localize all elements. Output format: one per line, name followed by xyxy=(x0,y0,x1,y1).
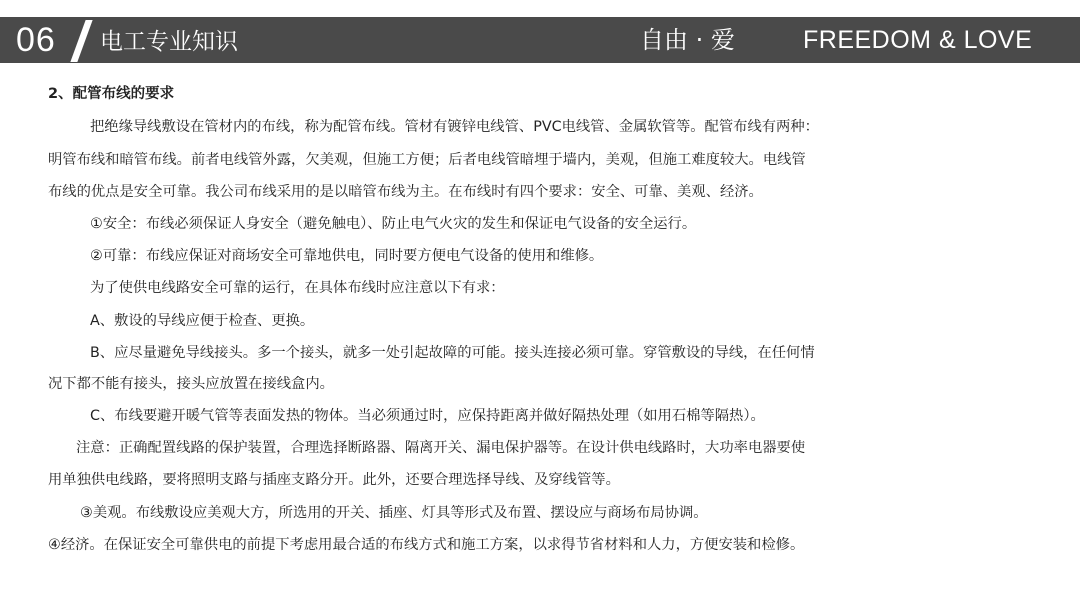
paragraph-line: 把绝缘导线敷设在管材内的布线，称为配管布线。管材有镀锌电线管、PVC电线管、金属软管等。配管布线有两种： xyxy=(90,119,819,135)
paragraph-line: B、应尽量避免导线接头。多一个接头，就多一处引起故障的可能。接头连接必须可靠。穿管敷设的导线，在任何情 xyxy=(90,345,815,361)
paragraph-line: 注意：正确配置线路的保护装置，合理选择断路器、隔离开关、漏电保护器等。在设计供电线路时，大功率电器要使 xyxy=(76,440,806,456)
paragraph-line: ③美观。布线敷设应美观大方，所选用的开关、插座、灯具等形式及布置、摆设应与商场布局协调。 xyxy=(80,505,708,521)
motto-chinese: 自由 · 爱 xyxy=(640,26,735,54)
section-title: 电工专业知识 xyxy=(100,29,238,55)
paragraph-line: ④经济。在保证安全可靠供电的前提下考虑用最合适的布线方式和施工方案，以求得节省材料和人力，方便安装和检修。 xyxy=(48,537,805,553)
paragraph-line: 况下都不能有接头，接头应放置在接线盒内。 xyxy=(48,376,334,392)
paragraph-line: ①安全：布线必须保证人身安全（避免触电）、防止电气火灾的发生和保证电气设备的安全运行。 xyxy=(90,216,697,232)
paragraph-line: ②可靠：布线应保证对商场安全可靠地供电，同时要方便电气设备的使用和维修。 xyxy=(90,248,604,264)
paragraph-line: C、布线要避开暖气管等表面发热的物体。当必须通过时，应保持距离并做好隔热处理（如用石棉等隔热）。 xyxy=(90,408,765,424)
section-number: 06 xyxy=(16,21,56,59)
subsection-heading: 2、配管布线的要求 xyxy=(48,86,175,102)
paragraph-line: 为了使供电线路安全可靠的运行，在具体布线时应注意以下有求： xyxy=(90,280,505,296)
motto-english: FREEDOM & LOVE xyxy=(803,26,1033,54)
paragraph-line: 布线的优点是安全可靠。我公司布线采用的是以暗管布线为主。在布线时有四个要求：安全、可靠、美观、经济。 xyxy=(48,184,763,200)
paragraph-line: 明管布线和暗管布线。前者电线管外露，欠美观，但施工方便；后者电线管暗埋于墙内，美观，但施工难度较大。电线管 xyxy=(48,152,806,168)
paragraph-line: 用单独供电线路，要将照明支路与插座支路分开。此外，还要合理选择导线、及穿线管等。 xyxy=(48,472,620,488)
paragraph-line: A、敷设的导线应便于检查、更换。 xyxy=(90,313,315,329)
